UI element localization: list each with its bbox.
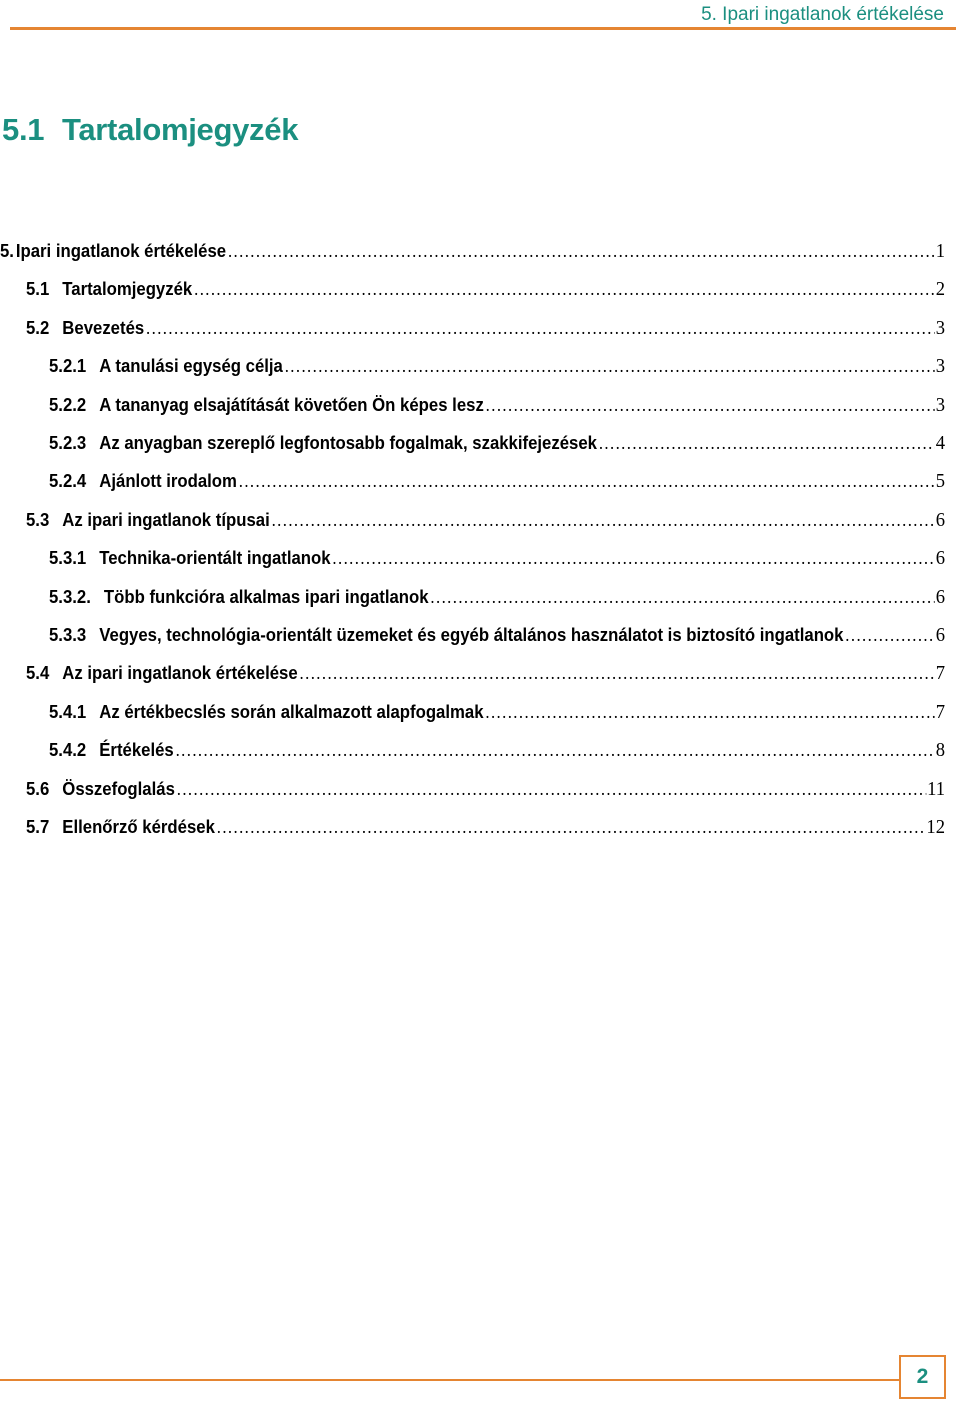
toc-leader-dots: [485, 702, 934, 723]
toc-entry-title: Több funkcióra alkalmas ipari ingatlanok: [103, 586, 429, 607]
toc-leader-dots: [228, 241, 935, 262]
page-number: 2: [899, 1355, 946, 1399]
toc-entry-title: Ellenőrző kérdések: [62, 817, 215, 837]
toc-entry-page: 1: [935, 240, 945, 262]
toc-leader-dots: [599, 433, 935, 454]
toc-entry-page: 6: [935, 547, 945, 570]
toc-entry-page: 6: [935, 624, 945, 646]
toc-entry-page: 5: [935, 470, 945, 493]
toc-entry-page: 3: [935, 355, 945, 378]
toc-entry-page: 7: [935, 700, 945, 723]
toc-entry-page: 8: [935, 739, 945, 762]
toc-entry-title: Az ipari ingatlanok értékelése: [62, 663, 298, 684]
toc-entry-number: 5.4: [25, 663, 50, 684]
toc-leader-dots: [486, 395, 935, 416]
toc-entry-number: 5.3.3: [48, 625, 87, 645]
toc-entry-number: 5.3.1: [48, 548, 87, 569]
toc-entry-number: 5.3: [25, 509, 50, 530]
toc-leader-dots: [217, 817, 926, 838]
toc-entry[interactable]: [0, 586, 945, 624]
toc-leader-dots: [176, 740, 935, 761]
toc-leader-dots: [272, 510, 935, 531]
toc-entry-page: 12: [926, 816, 945, 838]
toc-leader-dots: [430, 587, 934, 608]
header-divider: [10, 27, 956, 30]
toc-entry-page: 4: [935, 432, 945, 454]
toc-entry-number: 5.4.1: [48, 701, 87, 722]
toc-entry-number: 5.6: [25, 778, 50, 799]
toc-entry-number: 5.7: [25, 817, 50, 837]
toc-entry-number: 5.4.2: [48, 740, 87, 761]
toc-entry-number: 5.2.1: [48, 356, 87, 377]
toc-entry[interactable]: [0, 509, 945, 547]
toc-entry-title: Az ipari ingatlanok típusai: [62, 509, 270, 530]
toc-entry-number: 5.2: [25, 317, 50, 338]
toc-entry-page: 3: [935, 316, 945, 339]
toc-entry-title: Ajánlott irodalom: [99, 471, 237, 492]
toc-entry-title: Az anyagban szereplő legfontosabb fogalmak, szakkifejezések: [99, 433, 597, 453]
section-title-text: Tartalomjegyzék: [62, 112, 299, 147]
toc-entry-title: Bevezetés: [62, 317, 145, 338]
toc-leader-dots: [239, 471, 935, 492]
toc-entry[interactable]: [0, 278, 945, 316]
toc-leader-dots: [845, 625, 934, 646]
toc-entry-title: Értékelés: [99, 740, 174, 761]
toc-entry[interactable]: [0, 240, 945, 278]
toc-entry[interactable]: [0, 624, 945, 662]
toc-entry-page: 7: [935, 662, 945, 685]
toc-entry-page: 2: [935, 278, 945, 301]
toc-entry-number: 5.3.2.: [48, 586, 91, 607]
toc-entry[interactable]: [0, 317, 945, 355]
toc-entry-page: 3: [935, 393, 945, 416]
toc-leader-dots: [177, 779, 926, 800]
toc-entry-number: 5.1: [25, 279, 50, 300]
toc-entry-title: Ipari ingatlanok értékelése: [15, 241, 227, 261]
toc-leader-dots: [194, 279, 935, 300]
toc-entry-number: 5.2.3: [48, 433, 87, 453]
toc-entry-page: 11: [927, 777, 945, 800]
toc-entry[interactable]: [0, 470, 945, 508]
toc-leader-dots: [332, 548, 934, 569]
toc-leader-dots: [146, 318, 935, 339]
toc-entry[interactable]: [0, 432, 945, 470]
toc-entry-title: A tanulási egység célja: [99, 356, 283, 377]
toc-entry-title: Az értékbecslés során alkalmazott alapfogalmak: [99, 701, 484, 722]
toc-entry-title: Technika-orientált ingatlanok: [99, 548, 331, 569]
running-header: 5. Ipari ingatlanok értékelése: [701, 4, 944, 25]
toc-entry-number: 5.2.4: [48, 471, 87, 492]
footer-divider: [0, 1379, 899, 1381]
section-heading: [2, 112, 298, 148]
toc-entry[interactable]: [0, 739, 945, 777]
toc-entry[interactable]: [0, 778, 945, 816]
toc-entry[interactable]: [0, 394, 945, 432]
toc-entry-title: Összefoglalás: [62, 778, 175, 799]
toc-entry-page: 6: [935, 585, 945, 608]
toc-leader-dots: [300, 663, 935, 684]
section-number: 5.1: [2, 112, 45, 147]
toc-leader-dots: [285, 356, 935, 377]
toc-entry[interactable]: [0, 662, 945, 700]
toc-entry[interactable]: [0, 701, 945, 739]
toc-entry[interactable]: [0, 547, 945, 585]
toc-entry-title: Vegyes, technológia-orientált üzemeket és egyéb általános használatot is biztosító ingatlanok: [99, 625, 844, 645]
toc-entry-title: Tartalomjegyzék: [62, 279, 193, 300]
toc-entry-number: 5.: [0, 241, 14, 261]
toc-entry[interactable]: [0, 355, 945, 393]
toc-entry-page: 6: [935, 508, 945, 531]
toc-entry-title: A tananyag elsajátítását követően Ön képes lesz: [99, 394, 484, 415]
toc-entry-number: 5.2.2: [48, 394, 87, 415]
toc-entry[interactable]: [0, 816, 945, 854]
